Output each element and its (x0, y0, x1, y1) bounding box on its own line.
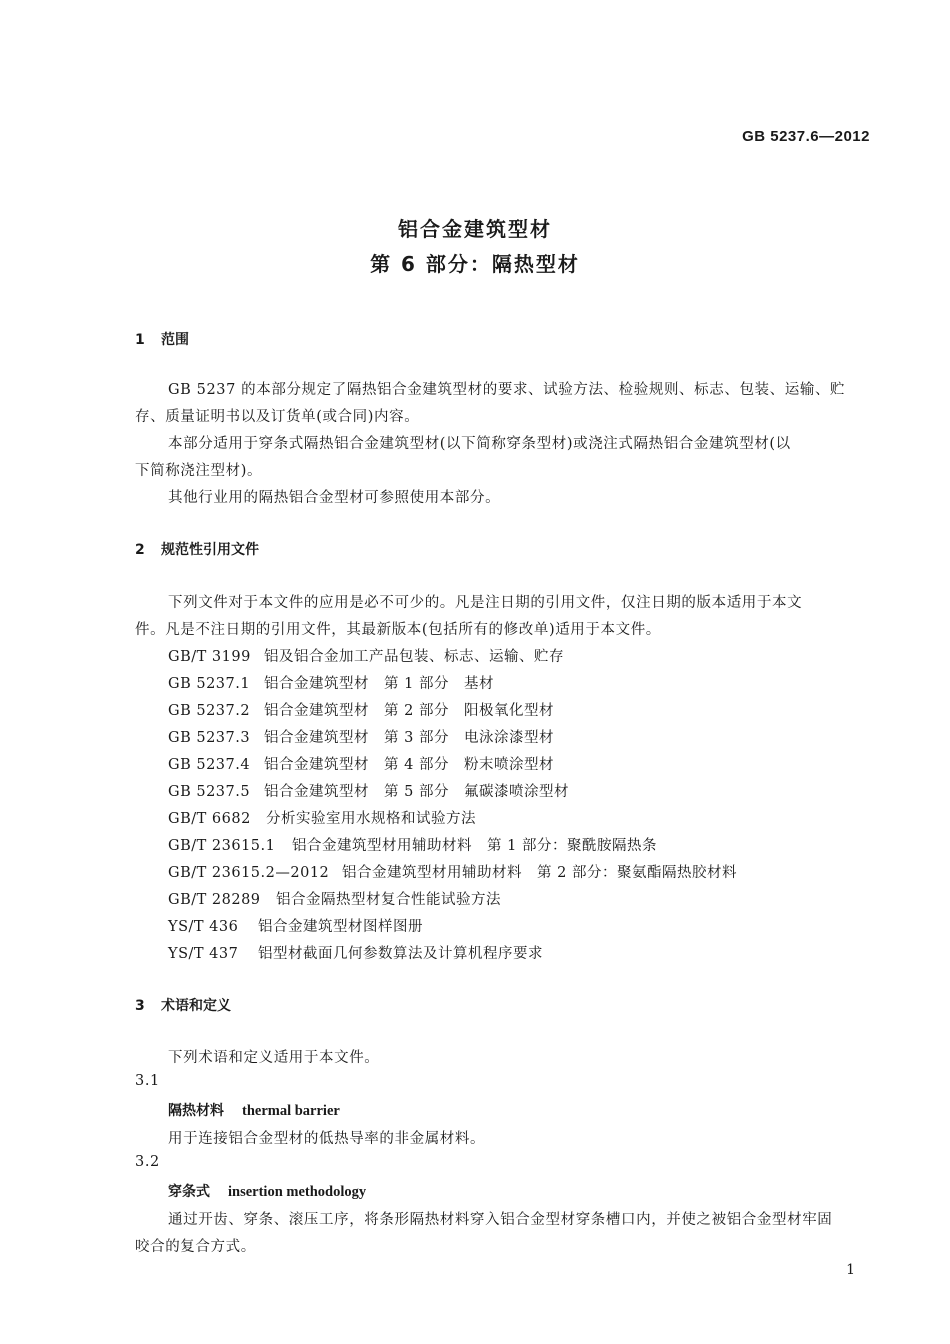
term-definition: 咬合的复合方式。 (135, 1239, 256, 1255)
paragraph-line: 下简称浇注型材)。 (135, 463, 263, 479)
term-english: thermal barrier (242, 1103, 340, 1119)
reference-code: YS/T 436 (168, 919, 239, 935)
paragraph-line: GB 5237 的本部分规定了隔热铝合金建筑型材的要求、试验方法、检验规则、标志、包装、运输、贮 (168, 382, 846, 398)
reference-item (168, 753, 554, 774)
paragraph-line: 存、质量证明书以及订货单(或合同)内容。 (135, 409, 420, 425)
reference-code: GB 5237.1 (168, 676, 251, 692)
reference-code: GB/T 23615.2—2012 (168, 865, 330, 881)
reference-code: GB/T 23615.1 (168, 838, 276, 854)
term-definition: 通过开齿、穿条、滚压工序，将条形隔热材料穿入铝合金型材穿条槽口内，并使之被铝合金型材牢固 (168, 1212, 833, 1228)
reference-title: 铝合金建筑型材 第 3 部分 电泳涂漆型材 (264, 730, 554, 746)
reference-item (168, 645, 564, 666)
section-number: 1 (135, 332, 145, 348)
document-subtitle: 第 6 部分：隔热型材 (370, 252, 580, 276)
reference-code: GB/T 6682 (168, 811, 251, 827)
term-definition: 用于连接铝合金型材的低热导率的非金属材料。 (168, 1131, 486, 1147)
paragraph-line: 下列术语和定义适用于本文件。 (168, 1050, 380, 1066)
reference-item (168, 942, 543, 963)
term-number: 3.2 (135, 1154, 160, 1170)
section-heading-scope (135, 329, 189, 349)
reference-code: GB 5237.2 (168, 703, 251, 719)
reference-code: GB 5237.5 (168, 784, 251, 800)
section-number: 3 (135, 998, 145, 1014)
reference-title: 铝合金建筑型材图样图册 (258, 919, 423, 935)
term-chinese: 穿条式 (168, 1184, 210, 1200)
term-entry (168, 1100, 340, 1120)
section-title: 范围 (161, 332, 189, 348)
reference-item (168, 672, 494, 693)
paragraph-line: 本部分适用于穿条式隔热铝合金建筑型材(以下简称穿条型材)或浇注式隔热铝合金建筑型材(以 (168, 436, 791, 452)
paragraph-line: 件。凡是不注日期的引用文件，其最新版本(包括所有的修改单)适用于本文件。 (135, 622, 661, 638)
reference-title: 铝合金建筑型材用辅助材料 第 2 部分：聚氨酯隔热胶材料 (342, 865, 737, 881)
reference-item (168, 888, 501, 909)
reference-item (168, 834, 657, 855)
reference-item (168, 699, 554, 720)
section-title: 规范性引用文件 (161, 542, 259, 558)
reference-code: GB 5237.4 (168, 757, 251, 773)
reference-code: GB/T 28289 (168, 892, 261, 908)
paragraph-line: 其他行业用的隔热铝合金型材可参照使用本部分。 (168, 490, 501, 506)
reference-title: 铝合金隔热型材复合性能试验方法 (276, 892, 501, 908)
section-heading-normative (135, 539, 259, 559)
reference-title: 铝合金建筑型材 第 1 部分 基材 (264, 676, 494, 692)
section-heading-terms (135, 995, 231, 1015)
term-number: 3.1 (135, 1073, 160, 1089)
reference-code: YS/T 437 (168, 946, 239, 962)
reference-item (168, 780, 569, 801)
reference-title: 铝合金建筑型材 第 2 部分 阳极氧化型材 (264, 703, 554, 719)
section-number: 2 (135, 542, 145, 558)
reference-title: 铝型材截面几何参数算法及计算机程序要求 (258, 946, 543, 962)
reference-code: GB/T 3199 (168, 649, 251, 665)
reference-item (168, 726, 554, 747)
reference-title: 分析实验室用水规格和试验方法 (266, 811, 476, 827)
reference-title: 铝合金建筑型材 第 5 部分 氟碳漆喷涂型材 (264, 784, 569, 800)
reference-item (168, 915, 423, 936)
term-english: insertion methodology (228, 1184, 367, 1200)
page-number: 1 (846, 1262, 855, 1278)
term-entry (168, 1181, 366, 1201)
reference-title: 铝合金建筑型材用辅助材料 第 1 部分：聚酰胺隔热条 (292, 838, 657, 854)
reference-item (168, 861, 737, 882)
paragraph-line: 下列文件对于本文件的应用是必不可少的。凡是注日期的引用文件，仅注日期的版本适用于本文 (168, 595, 803, 611)
section-title: 术语和定义 (161, 998, 231, 1014)
term-chinese: 隔热材料 (168, 1103, 224, 1119)
reference-item (168, 807, 476, 828)
reference-title: 铝及铝合金加工产品包装、标志、运输、贮存 (264, 649, 564, 665)
standard-code: GB 5237.6—2012 (742, 128, 870, 145)
document-title: 铝合金建筑型材 (398, 217, 552, 241)
reference-code: GB 5237.3 (168, 730, 251, 746)
reference-title: 铝合金建筑型材 第 4 部分 粉末喷涂型材 (264, 757, 554, 773)
